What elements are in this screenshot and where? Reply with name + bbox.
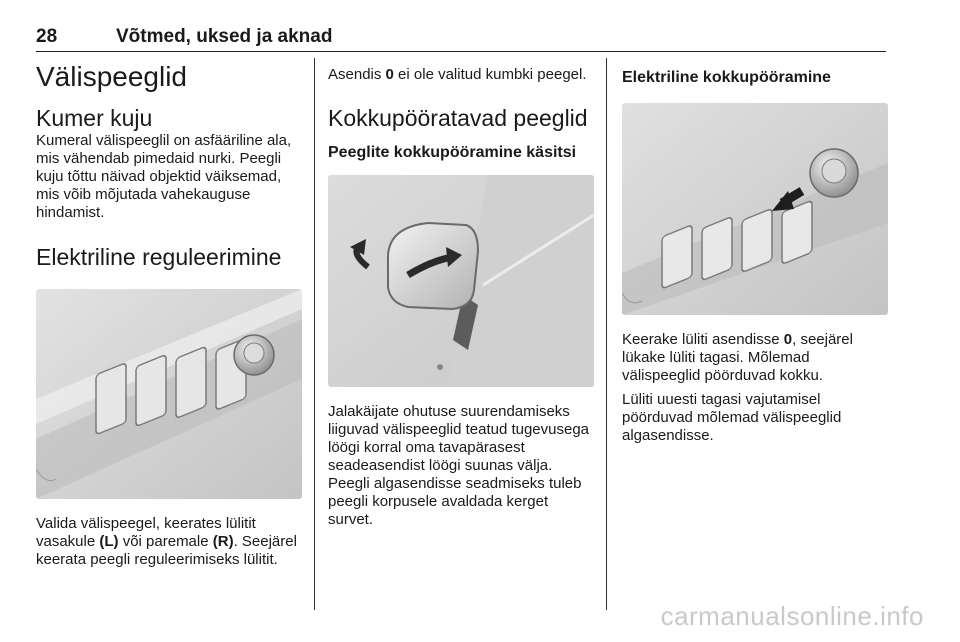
electric-folding-illustration [622, 103, 888, 315]
column-2 [328, 58, 594, 529]
manual-folding-text: Jalakäijate ohutuse suurendamiseks liiguvad välispeeglid teatud tugevusega löögi korral oma tavapärasest seadeasendist löögi suunas välja. Peegli algasendisse seadmiseks tuleb peegli korpusele avaldada kerget survet. [328, 402, 590, 528]
manual-folding-illustration [328, 175, 594, 387]
column-divider-2 [606, 58, 607, 610]
convex-shape-text: Kumeral välispeeglil on asfääriline ala, mis vähendab pimedaid nurki. Peegli kuju tõttu näivad objektid väiksemad, mis võib mõjutada vahekauguse hindamist. [36, 132, 292, 222]
electric-adjust-heading: Elektriline reguleerimine [36, 244, 282, 271]
electric-folding-heading: Elektriline kokkupööramine [622, 69, 831, 86]
electric-adjust-caption: Valida välispeegel, keerates lülitit vasakule (L) või paremale (R). Seejärel keerata peegli reguleerimiseks lülitit. [36, 514, 297, 568]
manual-folding-subheading: Peeglite kokkupööramine käsitsi [328, 144, 577, 162]
page-title: Välispeeglid [36, 61, 187, 92]
column-3 [622, 58, 888, 445]
chapter-title: Võtmed, uksed ja aknad [116, 26, 333, 47]
mirror-switch-illustration [36, 289, 302, 499]
page-header [36, 20, 886, 52]
convex-shape-heading: Kumer kuju [36, 104, 153, 131]
watermark: carmanualsonline.info [660, 601, 924, 631]
folding-mirrors-heading: Kokkupööratavad peeglid [328, 105, 588, 131]
column-divider-1 [314, 58, 315, 610]
page-number: 28 [36, 26, 58, 47]
electric-folding-text-1: Keerake lüliti asendisse 0, seejärel lükake lüliti tagasi. Mõlemad välispeeglid pöörduvad kokku. [622, 331, 853, 385]
electric-folding-text-2: Lüliti uuesti tagasi vajutamisel pöörduvad mõlemad välispeeglid algasendisse. [622, 391, 842, 445]
column-1 [36, 58, 302, 569]
position-zero-text: Asendis 0 ei ole valitud kumbki peegel. [328, 66, 587, 83]
